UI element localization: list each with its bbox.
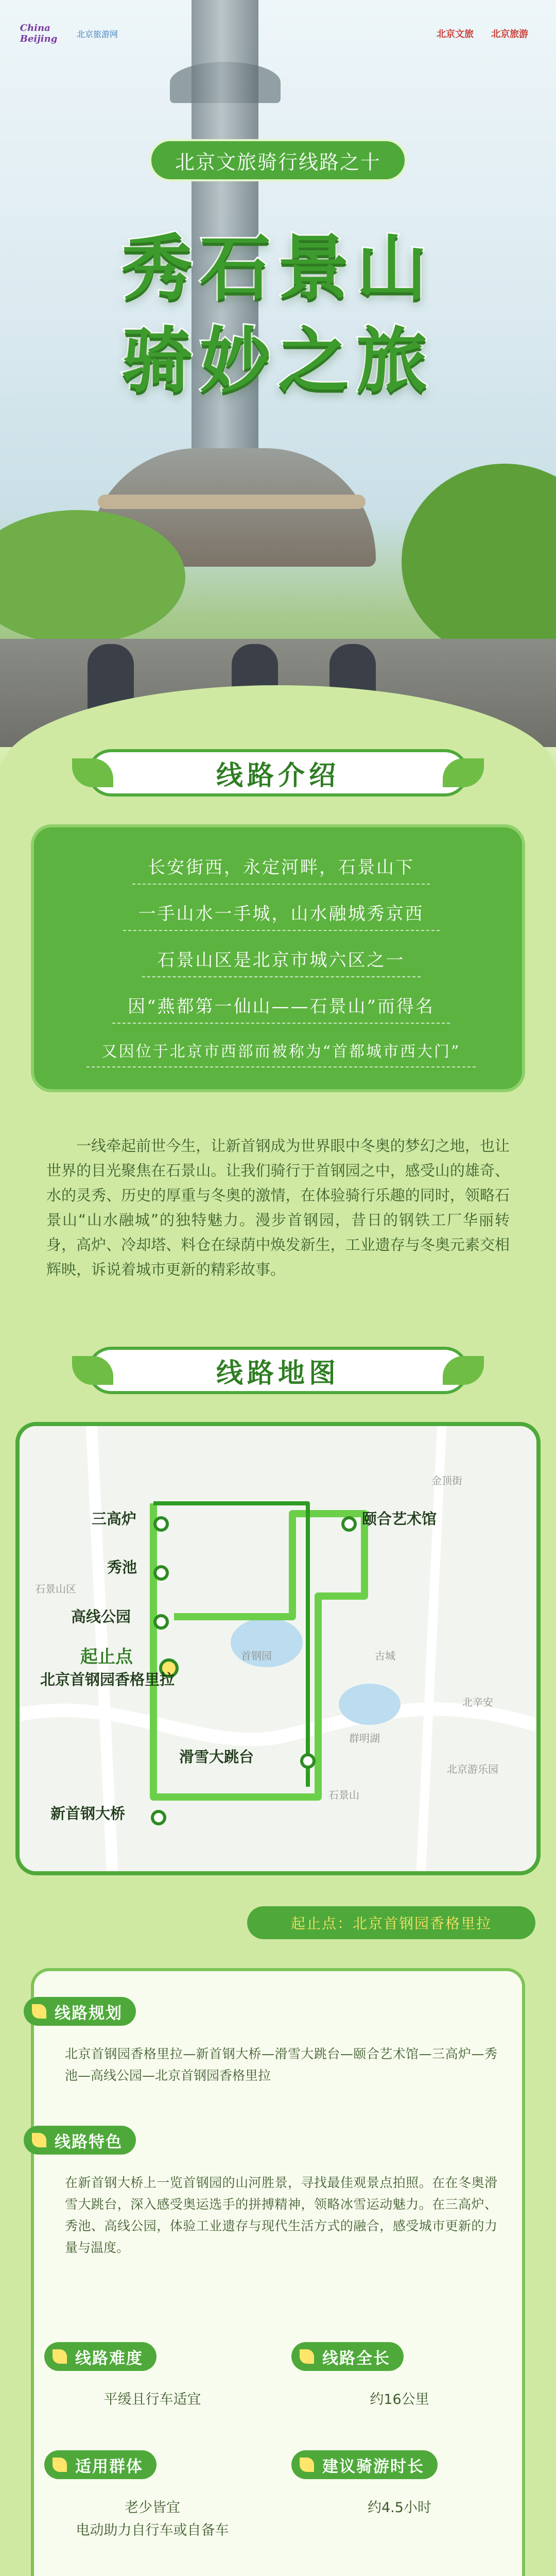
stop-marker-gaoxian — [155, 1616, 167, 1628]
intro-heading — [88, 742, 468, 804]
intro-line-5: 又因位于北京市西部而被称为“首都城市西大门” — [34, 1039, 528, 1067]
hero-banner — [0, 0, 556, 747]
stop-marker-bridge — [152, 1811, 165, 1824]
map-area-label: 北京游乐园 — [447, 1763, 498, 1775]
trees-right — [402, 464, 556, 659]
time-text: 约4.5小时 — [368, 2500, 431, 2516]
map-label-bridge: 新首钢大桥 — [50, 1805, 126, 1822]
tag-difficulty: 线路难度 — [44, 2342, 157, 2371]
stop-marker-lianghe — [343, 1518, 355, 1530]
intro-body-text: 一线牵起前世今生，让新首钢成为世界眼中冬奥的梦幻之地，也让世界的目光聚焦在石景山。让我们骑行于首钢园之中，感受山的雄奇、水的灵秀、历史的厚重与冬奥的激情，在体验骑行乐趣的同时，领略石景山“山水融城”的独特魅力。漫步首钢园，昔日的钢铁工厂华丽转身，高炉、冷却塔、料仓在绿荫中焕发新生，工业遗存与冬奥元素交相辉映，诉说着城市更新的精彩故事。 — [46, 1137, 510, 1278]
map-label-lianghe: 颐合艺术馆 — [362, 1510, 437, 1528]
map-label-sangaolu: 三高炉 — [92, 1510, 137, 1528]
intro-line-4: 因“燕都第一仙山——石景山”而得名 — [34, 992, 528, 1024]
logo-beijing-lvyou: 北京旅游 — [491, 29, 528, 40]
distance-text: 约16公里 — [370, 2392, 429, 2408]
logo-china-beijing: China Beijing — [20, 23, 58, 44]
route-details-card — [31, 1968, 525, 2576]
map-area-label: 古城 — [375, 1650, 395, 1662]
map-area-label: 石景山 — [328, 1789, 359, 1801]
heading-text: 线路地图 — [216, 1358, 340, 1389]
map-area-label: 北辛安 — [462, 1696, 493, 1708]
map-label-start-name: 北京首钢园香格里拉 — [40, 1671, 175, 1688]
map-area-label: 金顶街 — [431, 1475, 462, 1487]
heading-text: 线路介绍 — [216, 760, 340, 791]
intro-line-2: 一手山水一手城，山水融城秀京西 — [34, 900, 528, 931]
map-label-huaxue: 滑雪大跳台 — [179, 1748, 254, 1766]
tag-time: 建议骑游时长 — [291, 2450, 438, 2479]
stop-marker-sangaolu — [155, 1518, 167, 1530]
stop-marker-huaxue — [302, 1755, 314, 1767]
tag-crowd: 适用群体 — [44, 2450, 157, 2479]
tag-route-plan: 线路规划 — [24, 1997, 136, 2026]
logo-bar — [15, 15, 541, 52]
map-lake — [339, 1684, 401, 1725]
map-label-gaoxian: 高线公园 — [71, 1608, 131, 1625]
map-label-xiuchi: 秀池 — [107, 1558, 137, 1576]
route-map[interactable] — [15, 1422, 541, 1875]
logo-beijing-wenlv: 北京文旅 — [437, 29, 474, 40]
crowd-text: 老少皆宜 电动助力自行车或自备车 — [76, 2500, 229, 2538]
logo-beijing-tourism: 北京旅游网 — [76, 29, 118, 39]
route-plan-text: 北京首钢园香格里拉—新首钢大桥—滑雪大跳台—颐合艺术馆—三高炉—秀池—高线公园—北京首钢园香格里拉 — [65, 2046, 497, 2083]
map-heading — [88, 1340, 468, 1401]
intro-line-1: 长安街西，永定河畔，石景山下 — [34, 853, 528, 885]
hero-subtitle: 北京文旅骑行线路之十 — [149, 139, 407, 181]
stop-marker-xiuchi — [155, 1567, 167, 1579]
map-area-label: 群明湖 — [349, 1732, 380, 1744]
tag-route-feature: 线路特色 — [24, 2126, 136, 2155]
intro-card — [31, 824, 525, 1092]
difficulty-text: 平缓且行车适宜 — [103, 2392, 201, 2408]
map-caption: 起止点：北京首钢园香格里拉 — [247, 1906, 535, 1939]
route-feature-text: 在新首钢大桥上一览首钢园的山河胜景，寻找最佳观景点拍照。在在冬奥滑雪大跳台，深入感受奥运选手的拼搏精神，领略冰雪运动魅力。在三高炉、秀池、高线公园，体验工业遗存与现代生活方式的融合，感受城市更新的力量与温度。 — [65, 2175, 497, 2255]
map-area-label: 石景山区 — [35, 1583, 76, 1595]
hero-title-line-1: 秀石景山 — [121, 227, 435, 310]
stadium-band — [98, 495, 366, 509]
map-label-start-tag: 起止点 — [80, 1647, 133, 1667]
tag-distance: 线路全长 — [291, 2342, 404, 2371]
logo-right-group — [431, 19, 541, 48]
intro-line-3: 石景山区是北京市城六区之一 — [34, 946, 528, 977]
hero-title-line-2: 骑妙之旅 — [121, 319, 435, 402]
map-area-label: 首钢园 — [241, 1650, 272, 1662]
